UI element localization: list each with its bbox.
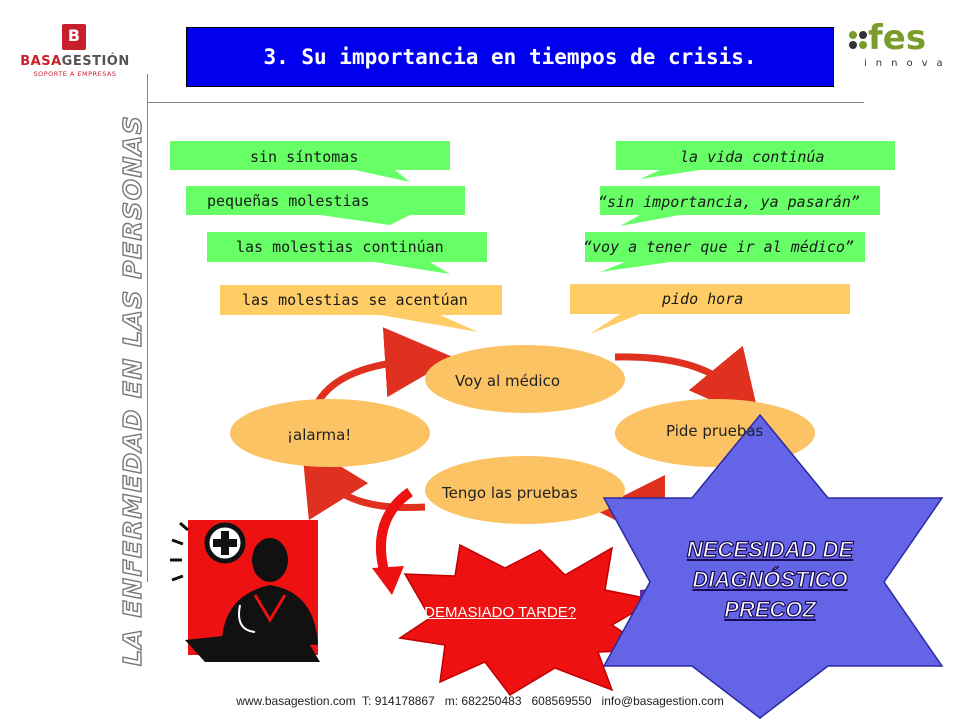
star-line-2: DIAGNÓSTICO — [692, 567, 848, 592]
cycle-arrow-left-top — [318, 360, 420, 402]
callout-text-pequenas-molestias: pequeñas molestias — [207, 192, 370, 210]
callout-text-molestias-continuan: las molestias continúan — [236, 238, 444, 256]
fes-innova-logo: fes innova — [848, 26, 948, 76]
cycle-label-alarma: ¡alarma! — [287, 426, 352, 444]
callout-text-pido-hora: pido hora — [662, 290, 744, 308]
callout-text-sin-importancia: “sin importancia, ya pasarán” — [598, 193, 860, 211]
cycle-label-pide-pruebas: Pide pruebas — [666, 422, 764, 440]
callout-text-vida-continua: la vida continúa — [680, 148, 825, 166]
side-heading: LA ENFERMEDAD EN LAS PERSONAS — [118, 114, 147, 666]
cycle-label-tengo-pruebas: Tengo las pruebas — [442, 484, 578, 502]
doctor-icon — [170, 520, 320, 662]
callout-text-sin-sintomas: sin síntomas — [250, 148, 359, 166]
basagestion-logo: B BASAGESTIÓN SOPORTE A EMPRESAS — [20, 26, 130, 78]
star-line-3: PRECOZ — [724, 597, 816, 622]
slide-title-text: 3. Su importancia en tiempos de crisis. — [263, 45, 757, 69]
cycle-arrow-bottom-left — [320, 472, 425, 508]
callout-text-ir-al-medico: “voy a tener que ir al médico” — [583, 238, 854, 256]
callout-text-molestias-acentuan: las molestias se acentúan — [242, 291, 468, 309]
cycle-arrow-top-right — [615, 357, 738, 395]
star-line-1: NECESIDAD DE — [686, 537, 854, 562]
footer-contact: www.basagestion.com T: 914178867 m: 682250483 608569550 info@basagestion.com — [236, 694, 724, 708]
late-warning-text: ¿DEMASIADO TARDE? — [415, 604, 577, 621]
star-message — [640, 535, 900, 625]
cycle-label-voy-al-medico: Voy al médico — [455, 372, 560, 390]
